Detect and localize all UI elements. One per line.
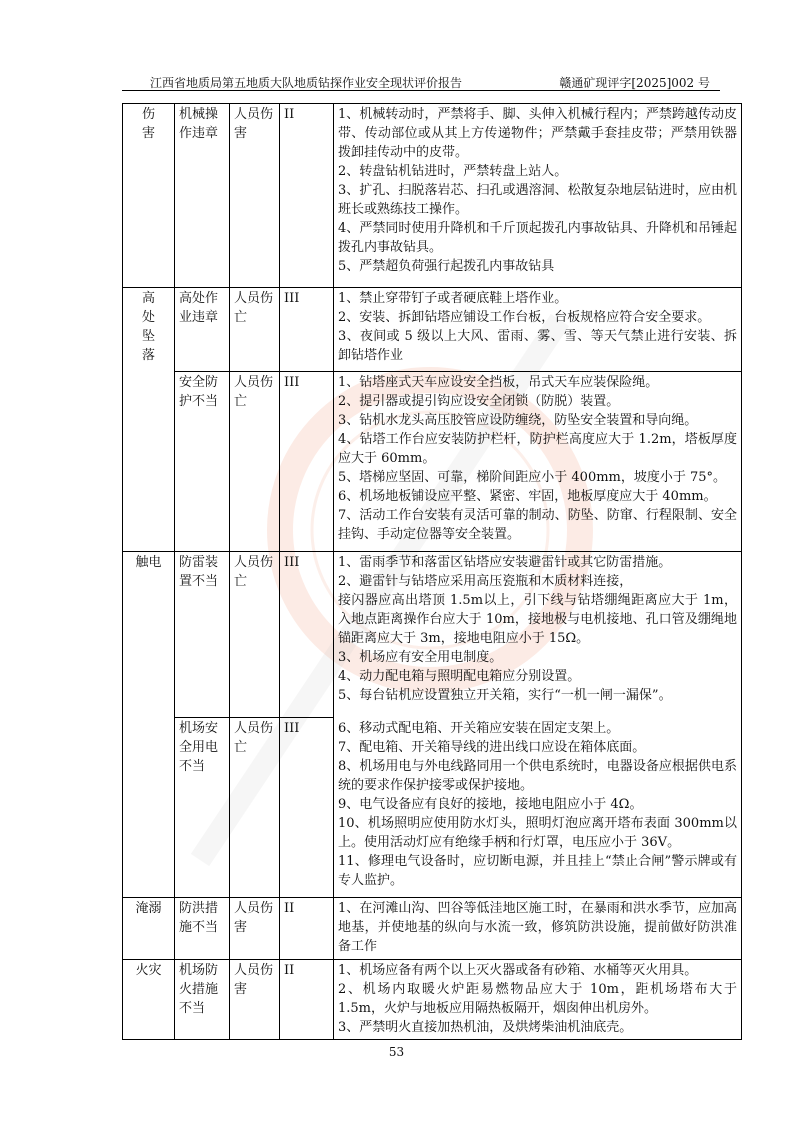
measure-item: 1、钻塔座式天车应设安全挡板，吊式天车应装保险绳。 [338, 375, 659, 390]
measure-item: 3、机场应有安全用电制度。 [338, 650, 503, 665]
measure-item: 6、机场地板铺设应平整、紧密、牢固，地板厚度应大于 40mm。 [338, 489, 717, 504]
measure-item: 1、禁止穿带钉子或者硬底鞋上塔作业。 [338, 291, 568, 306]
measure-item: 5、塔梯应坚固、可靠，梯阶间距应小于 400mm，坡度小于 75°。 [338, 470, 727, 485]
measure-item: 1、机械转动时，严禁将手、脚、头伸入机械行程内；严禁跨越传动皮带、传动部位或从其上方传递物件；严禁戴手套挂皮带；严禁用铁器拨卸挂传动中的皮带。 [338, 107, 737, 160]
table-row [123, 552, 742, 718]
hazard-category: 火灾 [123, 960, 175, 1040]
safety-measures [334, 718, 742, 898]
hazard-category: 伤害 [123, 104, 175, 288]
measure-item: 6、移动式配电箱、开关箱应安装在固定支架上。 [338, 720, 620, 736]
safety-measures [334, 552, 742, 718]
measure-item: 5、严禁超负荷强行起拨孔内事故钻具 [338, 259, 555, 274]
measure-item: 4、严禁同时使用升降机和千斤顶起拨孔内事故钻具、升降机和吊锤起拨孔内事故钻具。 [338, 221, 737, 255]
hazard-cause: 安全防护不当 [175, 372, 230, 552]
safety-measures [334, 960, 742, 1040]
hazard-cause: 高处作业违章 [175, 288, 230, 372]
hazard-consequence: 人员伤亡 [230, 288, 280, 372]
table-row [123, 718, 742, 898]
measure-item: 7、配电箱、开关箱导线的进出线口应设在箱体底面。 [338, 739, 646, 755]
risk-level: III [280, 288, 334, 372]
risk-level: III [280, 552, 334, 718]
risk-measures-table [122, 103, 742, 1040]
page-number: 53 [388, 1045, 405, 1059]
safety-measures [334, 288, 742, 372]
measure-item: 2、避雷针与钻塔应采用高压瓷瓶和木质材料连接， [338, 574, 633, 589]
table-row [123, 104, 742, 288]
measure-item: 2、转盘钻机钻进时，严禁转盘上站人。 [338, 164, 568, 179]
measure-item: 5、每台钻机应设置独立开关箱，实行“一机一闸一漏保”。 [338, 688, 672, 703]
hazard-category: 高处坠落 [123, 288, 175, 552]
table-row [123, 898, 742, 960]
measure-item: 2、机场内取暖火炉距易燃物品应大于 10m，距机场塔布大于 1.5m，火炉与地板应用隔热板隔开，烟囱伸出机房外。 [338, 982, 737, 1016]
measure-item: 1、雷雨季节和落雷区钻塔应安装避雷针或其它防雷措施。 [338, 555, 672, 570]
measure-item: 4、动力配电箱与照明配电箱应分别设置。 [338, 669, 581, 684]
hazard-consequence: 人员伤害 [230, 898, 280, 960]
risk-level: II [280, 898, 334, 960]
hazard-consequence: 人员伤亡 [230, 718, 280, 898]
safety-measures [334, 898, 742, 960]
measure-item: 4、钻塔工作台应安装防护栏杆，防护栏高度应大于 1.2m，塔板厚度应大于 60mm。 [338, 432, 737, 466]
measure-item: 3、钻机水龙头高压胶管应设防缠绕，防坠安全装置和导向绳。 [338, 413, 698, 428]
report-title: 江西省地质局第五地质大队地质钻探作业安全现状评价报告 [150, 76, 463, 90]
risk-level: III [280, 718, 334, 898]
risk-level: II [280, 104, 334, 288]
hazard-consequence: 人员伤害 [230, 960, 280, 1040]
table-row [123, 960, 742, 1040]
measure-item: 2、安装、拆卸钻塔应铺设工作台板，台板规格应符合安全要求。 [338, 310, 711, 325]
measure-item: 2、提引器或提引钩应设安全闭锁（防脱）装置。 [338, 394, 620, 409]
measure-item: 3、扩孔、扫脱落岩芯、扫孔或遇溶洞、松散复杂地层钻进时，应由机班长或熟练技工操作。 [338, 183, 737, 217]
measure-item: 3、夜间或 5 级以上大风、雷雨、雾、雪、等天气禁止进行安装、拆卸钻塔作业 [338, 329, 737, 363]
hazard-consequence: 人员伤害 [230, 104, 280, 288]
hazard-cause: 防雷装置不当 [175, 552, 230, 718]
table-row [123, 372, 742, 552]
measure-item: 1、在河滩山沟、凹谷等低洼地区施工时，在暴雨和洪水季节，应加高地基，并使地基的纵向与水流一致，修筑防洪设施，提前做好防洪准备工作 [338, 901, 737, 954]
measure-item: 9、电气设备应有良好的接地，接地电阻应小于 4Ω。 [338, 796, 643, 812]
hazard-category: 触电 [123, 552, 175, 898]
measure-item: 接闪器应高出塔顶 1.5m以上，引下线与钻塔绷绳距离应大于 1m，入地点距离操作台应大于 10m，接地极与电机接地、孔口管及绷绳地锚距离应大于 3m，接地电阻应小于 15Ω。 [338, 593, 737, 646]
table-row [123, 288, 742, 372]
measure-item: 8、机场用电与外电线路同用一个供电系统时，电器设备应根据供电系统的要求作保护接零或保护接地。 [338, 758, 737, 793]
measure-item: 3、严禁明火直接加热机油，及烘烤柴油机油底壳。 [338, 1020, 633, 1035]
document-number: 赣通矿现评字[2025]002 号 [559, 76, 710, 90]
hazard-cause: 机场安全用电不当 [175, 718, 230, 898]
safety-measures [334, 372, 742, 552]
measure-item: 1、机场应备有两个以上灭火器或备有砂箱、水桶等灭火用具。 [338, 963, 698, 978]
measure-item: 7、活动工作台安装有灵活可靠的制动、防坠、防窜、行程限制、安全挂钩、手动定位器等安全装置。 [338, 508, 737, 542]
hazard-cause: 机械操作违章 [175, 104, 230, 288]
hazard-category: 淹溺 [123, 898, 175, 960]
hazard-consequence: 人员伤亡 [230, 372, 280, 552]
hazard-cause: 防洪措施不当 [175, 898, 230, 960]
risk-level: III [280, 372, 334, 552]
hazard-consequence: 人员伤亡 [230, 552, 280, 718]
measure-item: 11、修理电气设备时，应切断电源，并且挂上“禁止合闸”警示牌或有专人监护。 [338, 853, 737, 888]
risk-level: II [280, 960, 334, 1040]
measure-item: 10、机场照明应使用防水灯头，照明灯泡应离开塔布表面 300mm以上。使用活动灯应有绝缘手柄和行灯罩，电压应小于 36V。 [338, 815, 737, 850]
safety-measures [334, 104, 742, 288]
page-header [122, 74, 720, 91]
hazard-cause: 机场防火措施不当 [175, 960, 230, 1040]
